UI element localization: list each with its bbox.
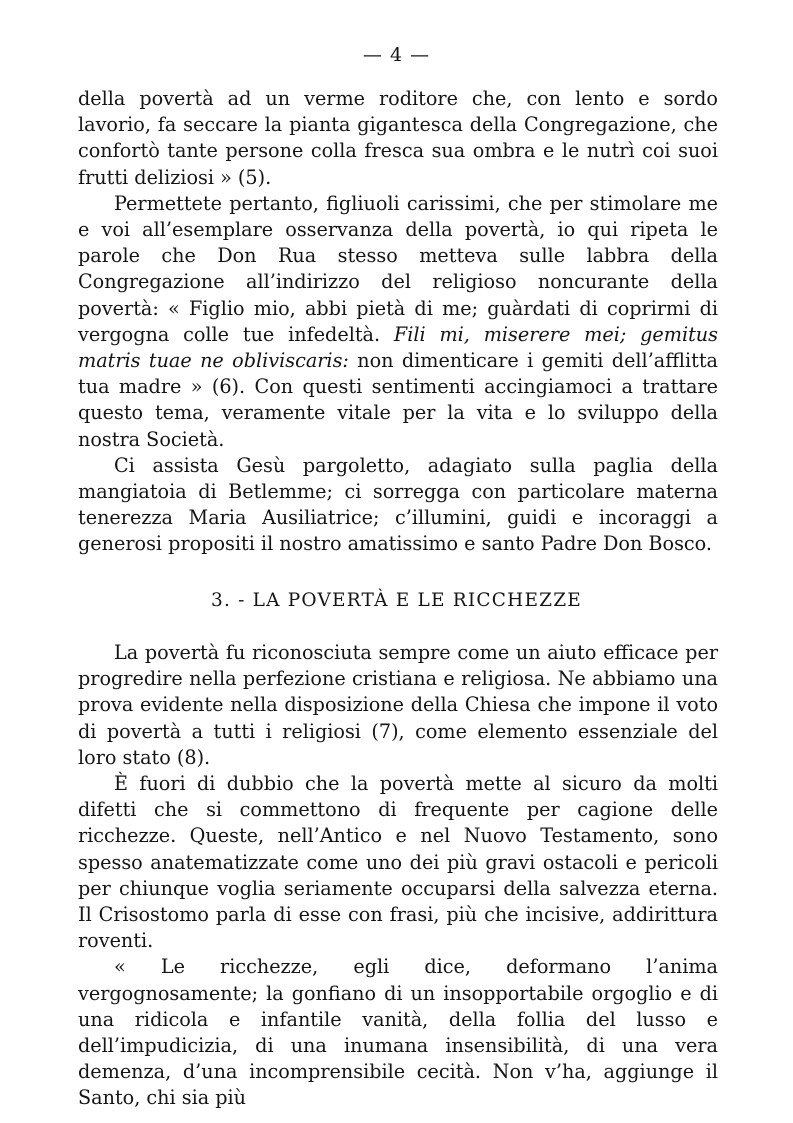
section-2-text bbox=[78, 640, 718, 1112]
section-1-text bbox=[78, 86, 718, 558]
paragraph: « Le ricchezze, egli dice, deformano l’anima vergognosamente; la gonfiano di un insopportabile orgoglio e di una ridicola e infantile vanità, della follia del lusso e dell’impudicizia, di una inumana insensibilità, di una vera demenza, d’una incomprensibile cecità. Non v’ha, aggiunge il Santo, chi sia più bbox=[78, 955, 718, 1110]
paragraph: La povertà fu riconosciuta sempre come un aiuto efficace per progredire nella perfezione cristiana e religiosa. Ne abbiamo una prova evidente nella disposizione della Chiesa che impone il voto di povertà a tutti i religiosi (7), come elemento essenziale del loro stato (8). bbox=[78, 641, 718, 769]
paragraph bbox=[78, 191, 718, 453]
latin-quote: Fili mi, miserere mei; gemitus matris tuae ne obliviscaris: bbox=[78, 322, 718, 373]
paragraph-text: Permettete pertanto, figliuoli carissimi, che per stimolare me e voi all’esemplare osservanza della povertà, io qui ripeta le parole che Don Rua stesso metteva sulle labbra della Congregazione all’indirizzo del religioso noncurante della povertà: « Figlio mio, abbi pietà di me; guàrdati di coprirmi di vergogna colle tue infedeltà. bbox=[78, 191, 718, 346]
section-heading: 3. - LA POVERTÀ E LE RICCHEZZE bbox=[211, 590, 582, 611]
page-number: — 4 — bbox=[362, 44, 431, 66]
paragraph: Ci assista Gesù pargoletto, adagiato sulla paglia della mangiatoia di Betlemme; ci sorregga con particolare materna tenerezza Maria Ausiliatrice; c’illumini, guidi e incoraggi a generosi propositi il nostro amatissimo e santo Padre Don Bosco. bbox=[78, 453, 718, 556]
paragraph-text: non dimenticare i gemiti dell’afflitta tua madre » (6). Con questi sentimenti accingiamoci a trattare questo tema, veramente vitale per la vita e lo sviluppo della nostra Società. bbox=[78, 349, 718, 451]
paragraph: È fuori di dubbio che la povertà mette al sicuro da molti difetti che si commettono di frequente per cagione delle ricchezze. Queste, nell’Antico e nel Nuovo Testamento, sono spesso anatematizzate come uno dei più gravi ostacoli e pericoli per chiunque voglia seriamente occuparsi della salvezza eterna. Il Crisostomo parla di esse con frasi, più che incisive, addirittura roventi. bbox=[78, 772, 718, 953]
paragraph: della povertà ad un verme roditore che, con lento e sordo lavorio, fa seccare la pianta gigantesca della Congregazione, che confortò tante persone colla fresca sua ombra e le nutrì coi suoi frutti deliziosi » (5). bbox=[78, 87, 718, 189]
